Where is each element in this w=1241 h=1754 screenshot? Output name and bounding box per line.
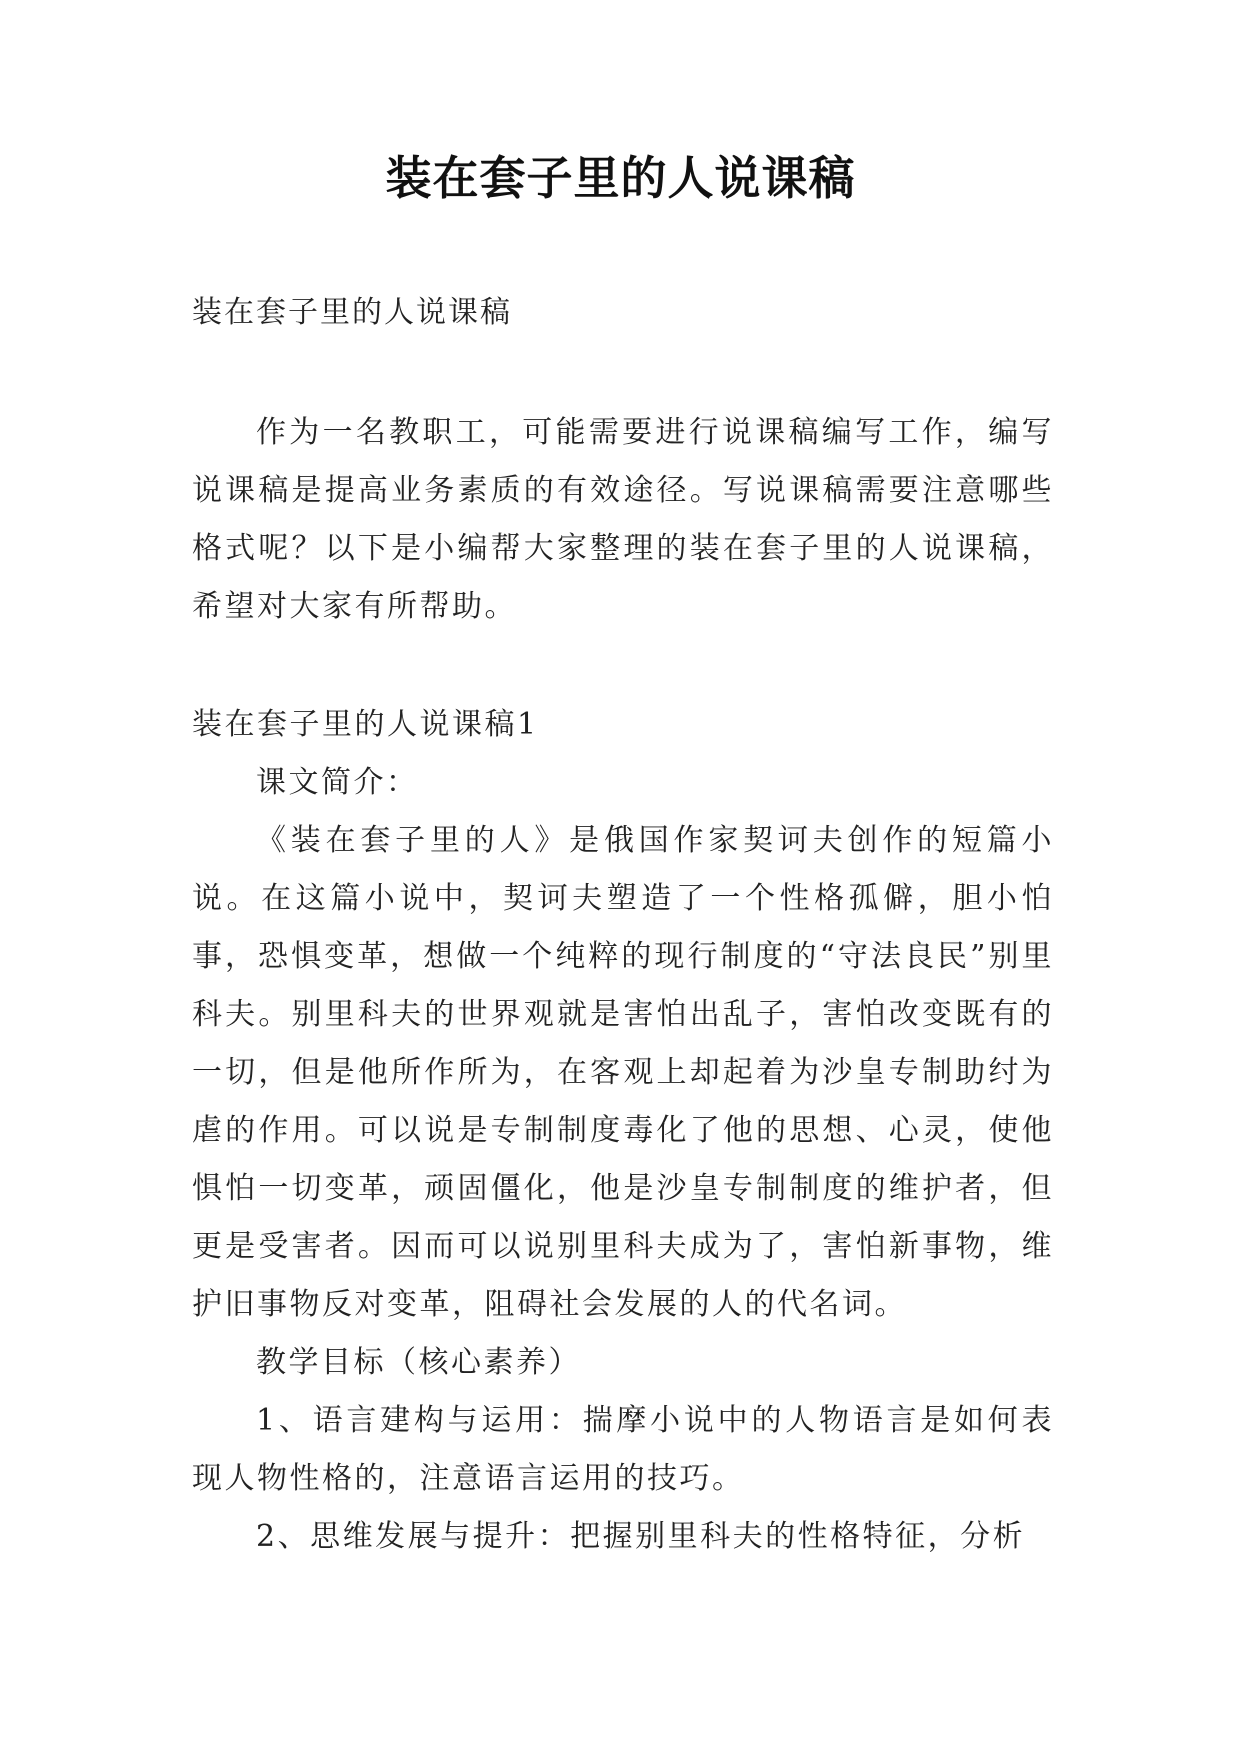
paragraph-text-objective-1: 1、语言建构与运用：揣摩小说中的人物语言是如何表现人物性格的，注意语言运用的技巧。 bbox=[192, 1403, 1054, 1496]
intro-paragraph: 作为一名教职工，可能需要进行说课稿编写工作，编写说课稿是提高业务素质的有效途径。写说课稿需要注意哪些格式呢？以下是小编帮大家整理的装在套子里的人说课稿，希望对大家有所帮助。 bbox=[192, 415, 1054, 624]
main-section bbox=[192, 696, 1054, 1566]
paragraph-text-summary: 《装在套子里的人》是俄国作家契诃夫创作的短篇小说。在这篇小说中，契诃夫塑造了一个性格孤僻，胆小怕事，恐惧变革，想做一个纯粹的现行制度的“守法良民”别里科夫。别里科夫的世界观就是害怕出乱子，害怕改变既有的一切，但是他所作所为，在客观上却起着为沙皇专制助纣为虐的作用。可以说是专制制度毒化了他的思想、心灵，使他惧怕一切变革，顽固僵化，他是沙皇专制制度的维护者，但更是受害者。因而可以说别里科夫成为了，害怕新事物，维护旧事物反对变革，阻碍社会发展的人的代名词。 bbox=[192, 823, 1054, 1322]
page-title: 装在套子里的人说课稿 bbox=[385, 151, 856, 205]
paragraph-text-intro-label: 课文简介： bbox=[256, 765, 419, 800]
document-subtitle: 装在套子里的人说课稿 bbox=[192, 295, 512, 330]
section-heading: 装在套子里的人说课稿1 bbox=[192, 707, 539, 742]
intro-section bbox=[192, 404, 1054, 636]
paragraph-text-objectives-heading: 教学目标（核心素养） bbox=[256, 1345, 581, 1380]
paragraph-text-objective-2: 2、思维发展与提升：把握别里科夫的性格特征，分析 bbox=[256, 1519, 1026, 1554]
